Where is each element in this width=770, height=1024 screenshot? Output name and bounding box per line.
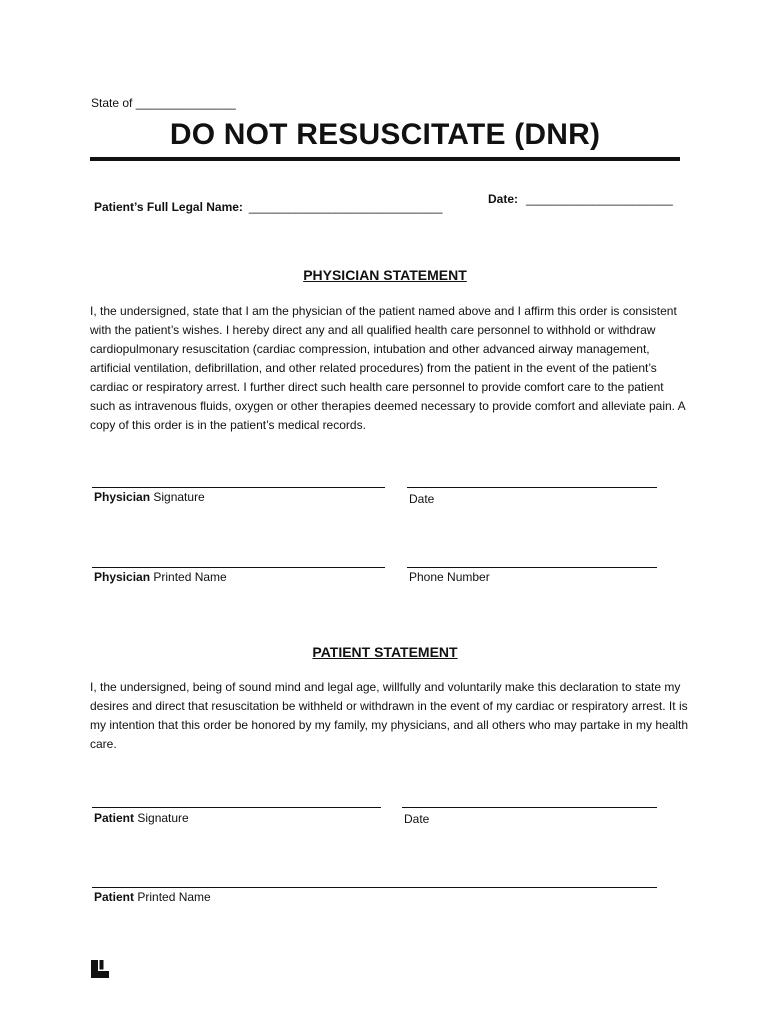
document-date-label: Date: <box>488 192 519 206</box>
patient-statement-text: I, the undersigned, being of sound mind and legal age, willfully and voluntarily make this declaration to state my desires and direct that resuscitation be withheld or withdrawn in the event of my cardiac or respiratory arrest. It is my intention that this order be honored by my family, my physicians, and all others who may partake in my health care. <box>90 680 689 751</box>
patient-printed-name-label: Patient Printed Name <box>94 890 211 904</box>
document-date-field <box>488 192 673 206</box>
state-field: State of _______________ <box>91 96 236 110</box>
patient-name-blank: _____________________________ <box>248 200 443 214</box>
physician-statement-heading: PHYSICIAN STATEMENT <box>303 267 467 283</box>
physician-printed-name-label: Physician Printed Name <box>94 570 227 584</box>
document-title: DO NOT RESUSCITATE (DNR) <box>169 118 601 151</box>
phone-number-label: Phone Number <box>409 570 490 584</box>
patient-printed-name-line <box>92 887 657 888</box>
physician-date-line <box>407 487 657 488</box>
patient-name-field <box>94 200 442 214</box>
document-logo-icon <box>91 960 109 978</box>
patient-date-line <box>402 807 657 808</box>
patient-name-label: Patient’s Full Legal Name: <box>94 200 243 214</box>
document-date-blank: ______________________ <box>526 192 673 206</box>
physician-signature-label: Physician Signature <box>94 490 205 504</box>
patient-signature-label: Patient Signature <box>94 811 189 825</box>
phone-number-line <box>407 567 657 568</box>
physician-statement-text: I, the undersigned, state that I am the physician of the patient named above and I affirm this order is consistent with the patient’s wishes. I hereby direct any and all qualified health care personnel to withhold or withdraw cardiopulmonary resuscitation (cardiac compression, intubation and other advanced airway management, artificial ventilation, defibrillation, and other related procedures) from the patient in the event of the patient’s cardiac or respiratory arrest. I further direct such health care personnel to provide comfort care to the patient such as intravenous fluids, oxygen or other therapies deemed necessary to provide comfort and alleviate pain. A copy of this order is in the patient’s medical records. <box>90 304 686 432</box>
patient-statement-heading: PATIENT STATEMENT <box>312 644 458 660</box>
patient-date-label: Date <box>404 812 430 826</box>
patient-signature-line <box>92 807 381 808</box>
title-divider <box>90 157 680 161</box>
physician-signature-line <box>92 487 385 488</box>
physician-date-label: Date <box>409 492 435 506</box>
physician-printed-name-line <box>92 567 385 568</box>
